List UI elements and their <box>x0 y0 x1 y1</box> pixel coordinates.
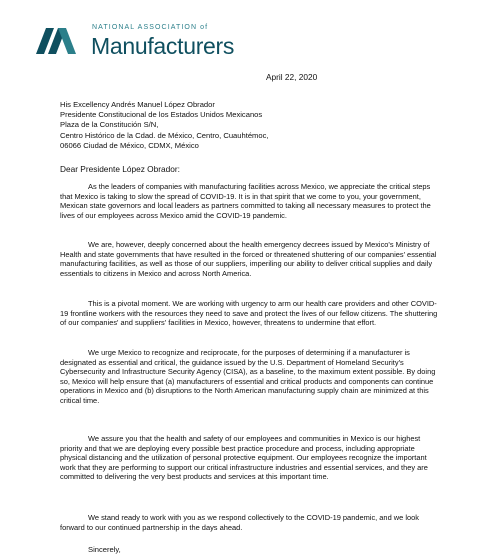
recipient-address <box>60 100 269 151</box>
closing: Sincerely, <box>88 545 121 554</box>
address-line: His Excellency Andrés Manuel López Obrador <box>60 100 215 109</box>
nam-logo <box>36 20 276 60</box>
logo-title: Manufacturers <box>91 33 235 59</box>
logo-subtitle: NATIONAL ASSOCIATION of <box>92 24 209 31</box>
body-paragraph: We stand ready to work with you as we respond collectively to the COVID-19 pandemic, and we look forward to our continued partnership in the days ahead. <box>60 513 419 532</box>
address-line: Presidente Constitucional de los Estados Unidos Mexicanos <box>60 110 263 120</box>
address-line: Centro Histórico de la Cdad. de México, Centro, Cuauhtémoc, <box>60 130 269 140</box>
body-paragraph: We assure you that the health and safety of our employees and communities in Mexico is our highest priority and that we are deploying every possible best practice procedure and process, including appropriate physical distancing and the utilization of personal protective equipment. Our employees recognize the important work that they are performing to support our critical infrastructure industries and essential services, and they are committed to delivering the very best products and services at this important time. <box>60 434 428 482</box>
address-line: 06066 Ciudad de México, CDMX, México <box>60 140 199 150</box>
body-paragraph: As the leaders of companies with manufacturing facilities across Mexico, we appreciate the critical steps that Mexico is taking to slow the spread of COVID-19. It is in that spirit that we come to you, your government, Mexican state governors and local leaders as partners committed to taking all necessary measures to protect the lives of our employees across Mexico amid the COVID-19 pandemic. <box>60 182 431 220</box>
address-line: Plaza de la Constitución S/N, <box>60 120 159 130</box>
letter-date: April 22, 2020 <box>266 72 318 82</box>
body-paragraph: We urge Mexico to recognize and reciprocate, for the purposes of determining if a manufacturer is designated as essential and critical, the guidance issued by the U.S. Department of Homeland Security's Cybersecurity and Infrastructure Security Agency (CISA), as a baseline, to the maximum extent possible. By doing so, Mexico will help ensure that (a) manufacturers of essential and critical products and components can continue operations in Mexico and (b) disruptions to the North American manufacturing supply chain are minimized at this critical time. <box>60 348 436 405</box>
body-paragraph: We are, however, deeply concerned about the health emergency decrees issued by Mexico's Ministry of Health and state governments that have resulted in the forced or threatened shuttering of our companies' essential manufacturing facilities, as well as those of our suppliers, imperiling our ability to deliver critical supplies and daily essentials to citizens in Mexico and across North America. <box>60 240 437 278</box>
body-paragraph: This is a pivotal moment. We are working with urgency to arm our health care providers and other COVID-19 frontline workers with the resources they need to save and protect the lives of our fellow citizens. The shuttering of our companies' and suppliers' facilities in Mexico, however, threatens to undermine that effort. <box>60 299 438 328</box>
salutation: Dear Presidente López Obrador: <box>60 164 180 174</box>
nam-logo-mark-icon <box>36 24 88 56</box>
